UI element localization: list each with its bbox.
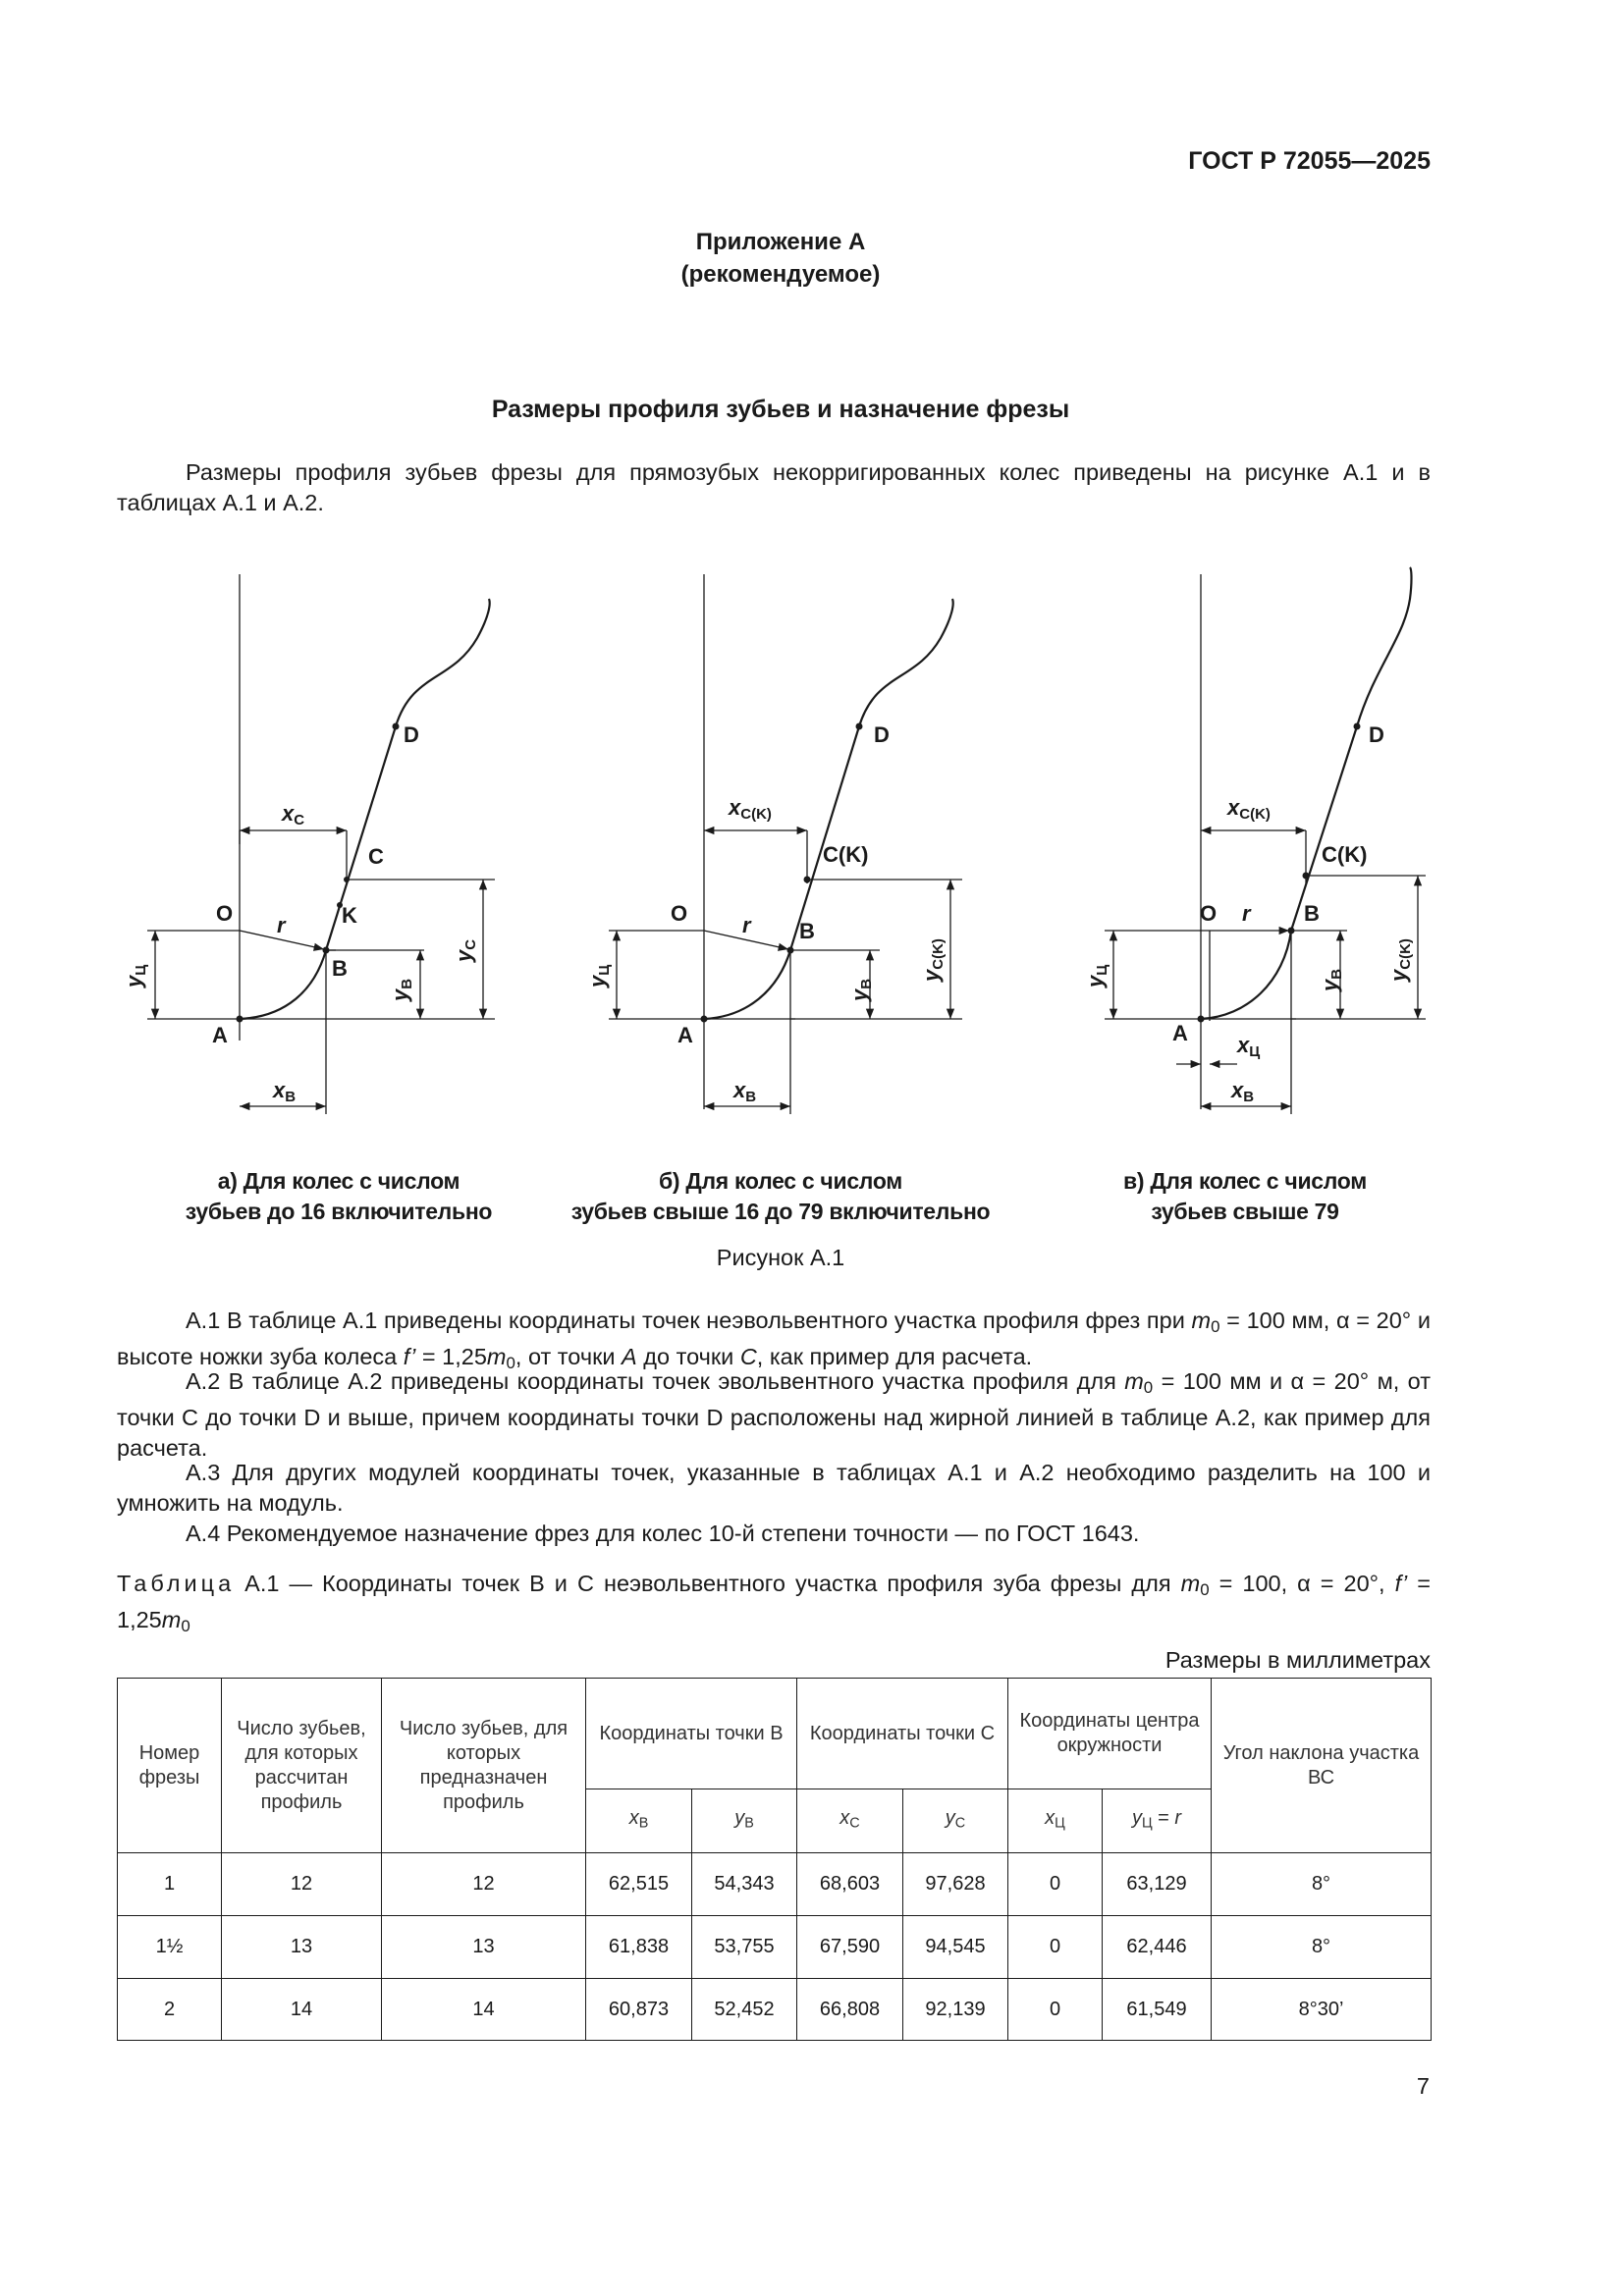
panel-b-caption: [545, 1166, 1016, 1227]
document-code: ГОСТ Р 72055—2025: [1188, 147, 1431, 175]
panel-c-label-b: B: [1304, 901, 1320, 926]
panel-b-diagram: [609, 574, 962, 1114]
header-xb: $x_В$: [586, 1789, 692, 1853]
annex-subtitle: (рекомендуемое): [680, 261, 881, 288]
header-xc: $x_С$: [797, 1789, 903, 1853]
panel-a-dim-yc: yC: [452, 938, 479, 962]
paragraph-a2: А.2 В таблице А.2 приведены координаты точек эвольвентного участка профиля для $m_0 = 100$ мм и α = 20° м, от точки С до точки D и выше, причем координаты точки D расположены над жирной линией в таблице А.2, как пример для расчета.: [117, 1368, 1431, 1462]
cell-xts: 0: [1008, 1853, 1103, 1916]
header-yts: $y_Ц = r$: [1103, 1789, 1212, 1853]
panel-b-label-a: A: [677, 1023, 693, 1047]
page-number: 7: [1416, 2073, 1430, 2099]
header-coord-b: Координаты точки В: [586, 1679, 797, 1789]
cell-yb: 52,452: [692, 1979, 797, 2041]
header-yb: $y_В$: [692, 1789, 797, 1853]
panel-b-label-o: O: [671, 901, 688, 926]
table-title: Таблица А.1 — Координаты точек В и С неэвольвентного участка профиля зуба фрезы для $m_0 = 100$, α = 20°, f’ = $1,25m_0$: [117, 1571, 1431, 1636]
cell-teeth-calc: 13: [222, 1916, 382, 1979]
cell-xts: 0: [1008, 1916, 1103, 1979]
panel-c-diagram: [1105, 567, 1426, 1114]
panel-c-caption-line2: зубьев свыше 79: [1151, 1199, 1339, 1224]
panel-b-label-c: C(K): [823, 842, 869, 867]
cell-xts: 0: [1008, 1979, 1103, 2041]
panel-a-label-r: r: [277, 913, 286, 937]
panel-b-dim-yts: yЦ: [585, 964, 613, 988]
table-row: [118, 1916, 1432, 1979]
panel-c-caption-line1: в) Для колес с числом: [1123, 1168, 1367, 1194]
cell-yts: 62,446: [1103, 1916, 1212, 1979]
cell-teeth-for: 12: [382, 1853, 586, 1916]
cell-angle: 8°30’: [1212, 1979, 1432, 2041]
intro-paragraph: [117, 457, 1431, 518]
panel-c-label-d: D: [1369, 722, 1384, 747]
cell-teeth-for: 13: [382, 1916, 586, 1979]
cell-xb: 61,838: [586, 1916, 692, 1979]
cell-yb: 53,755: [692, 1916, 797, 1979]
panel-b-label-b: B: [799, 919, 815, 943]
panel-a-dim-yts: yЦ: [122, 964, 149, 988]
panel-c-label-a: A: [1172, 1021, 1188, 1045]
cell-number: 1½: [118, 1916, 222, 1979]
header-coord-center: Координаты центра окружности: [1008, 1679, 1212, 1789]
panel-a-diagram: [147, 574, 495, 1114]
cell-xb: 60,873: [586, 1979, 692, 2041]
cell-number: 1: [118, 1853, 222, 1916]
coordinates-table: [117, 1678, 1432, 2041]
figure-caption: Рисунок А.1: [716, 1245, 845, 1270]
panel-a-caption: [118, 1166, 560, 1227]
panel-c-dim-yts: yЦ: [1083, 964, 1110, 988]
panel-c-dim-yb: yB: [1318, 968, 1345, 991]
panel-c-label-c: C(K): [1322, 842, 1368, 867]
annex-title-line: Приложение А: [695, 229, 866, 255]
panel-a-dim-yb: yB: [388, 978, 415, 1001]
panel-b-label-r: r: [742, 913, 751, 937]
panel-c-label-r: r: [1242, 901, 1251, 926]
table-row: [118, 1979, 1432, 2041]
cell-yc: 92,139: [903, 1979, 1008, 2041]
table-label: Таблица: [117, 1571, 236, 1596]
panel-b-caption-line1: б) Для колес с числом: [659, 1168, 902, 1194]
cell-number: 2: [118, 1979, 222, 2041]
panel-a-dim-xb: xB: [273, 1078, 297, 1105]
cell-xc: 67,590: [797, 1916, 903, 1979]
panel-a-label-d: D: [404, 722, 419, 747]
panel-a-label-b: B: [332, 956, 348, 981]
cell-yc: 97,628: [903, 1853, 1008, 1916]
panel-a-caption-line2: зубьев до 16 включительно: [185, 1199, 493, 1224]
panel-a-label-c: C: [368, 844, 384, 869]
header-xts: $x_Ц$: [1008, 1789, 1103, 1853]
panel-b-dim-xb: xB: [733, 1078, 757, 1105]
header-number: Номер фрезы: [118, 1679, 222, 1853]
panel-c-dim-xts: xЦ: [1237, 1033, 1261, 1060]
cell-teeth-for: 14: [382, 1979, 586, 2041]
panel-a-caption-line1: а) Для колес с числом: [217, 1168, 460, 1194]
header-yc: $y_С$: [903, 1789, 1008, 1853]
cell-teeth-calc: 14: [222, 1979, 382, 2041]
paragraph-a4: А.4 Рекомендуемое назначение фрез для колес 10-й степени точности — по ГОСТ 1643.: [186, 1521, 1140, 1546]
header-angle: Угол наклона участка ВС: [1212, 1679, 1432, 1853]
table-row: [118, 1853, 1432, 1916]
intro-text: Размеры профиля зубьев фрезы для прямозубых некорригированных колес приведены на рисунке А.1 и в таблицах А.1 и А.2.: [117, 459, 1431, 515]
paragraph-a3: А.3 Для других модулей координаты точек, указанные в таблицах А.1 и А.2 необходимо разделить на 100 и умножить на модуль.: [117, 1460, 1431, 1516]
panel-b-label-d: D: [874, 722, 890, 747]
cell-xc: 68,603: [797, 1853, 903, 1916]
panel-b-caption-line2: зубьев свыше 16 до 79 включительно: [570, 1199, 991, 1224]
cell-yts: 63,129: [1103, 1853, 1212, 1916]
panel-b-dim-xc: xC(K): [729, 795, 772, 823]
annex-title: [0, 226, 1561, 291]
panel-a-dim-xc: xC: [282, 801, 305, 828]
header-teeth-for: Число зубьев, для которых предназначен профиль: [382, 1679, 586, 1853]
panel-a-label-o: O: [216, 901, 234, 926]
section-heading: Размеры профиля зубьев и назначение фрезы: [491, 396, 1070, 423]
panel-b-dim-yb: yB: [847, 978, 875, 1001]
cell-yts: 61,549: [1103, 1979, 1212, 2041]
cell-xc: 66,808: [797, 1979, 903, 2041]
cell-xb: 62,515: [586, 1853, 692, 1916]
panel-a-label-a: A: [212, 1023, 228, 1047]
panel-c-dim-xc: xC(K): [1227, 795, 1271, 823]
panel-c-label-o: O: [1200, 901, 1218, 926]
panel-b-dim-yc: yC(K): [919, 938, 947, 982]
panel-c-dim-xb: xB: [1231, 1078, 1255, 1105]
header-coord-c: Координаты точки С: [797, 1679, 1008, 1789]
panel-c-dim-yc: yC(K): [1386, 938, 1414, 982]
panel-c-caption: [1049, 1166, 1441, 1227]
panel-a-label-k: K: [342, 903, 357, 928]
cell-angle: 8°: [1212, 1916, 1432, 1979]
cell-yb: 54,343: [692, 1853, 797, 1916]
cell-teeth-calc: 12: [222, 1853, 382, 1916]
cell-angle: 8°: [1212, 1853, 1432, 1916]
paragraph-a1: А.1 В таблице А.1 приведены координаты точек неэвольвентного участка профиля фрез при $m_0 = 100$ мм, α = 20° и высоте ножки зуба колеса f’ = $1,25m_0$, от точки A до точки C, как пример для расчета.: [117, 1308, 1431, 1373]
table-units: Размеры в миллиметрах: [1164, 1647, 1431, 1673]
cell-yc: 94,545: [903, 1916, 1008, 1979]
figure-a1: [118, 560, 1453, 1139]
header-teeth-calc: Число зубьев, для которых рассчитан профиль: [222, 1679, 382, 1853]
